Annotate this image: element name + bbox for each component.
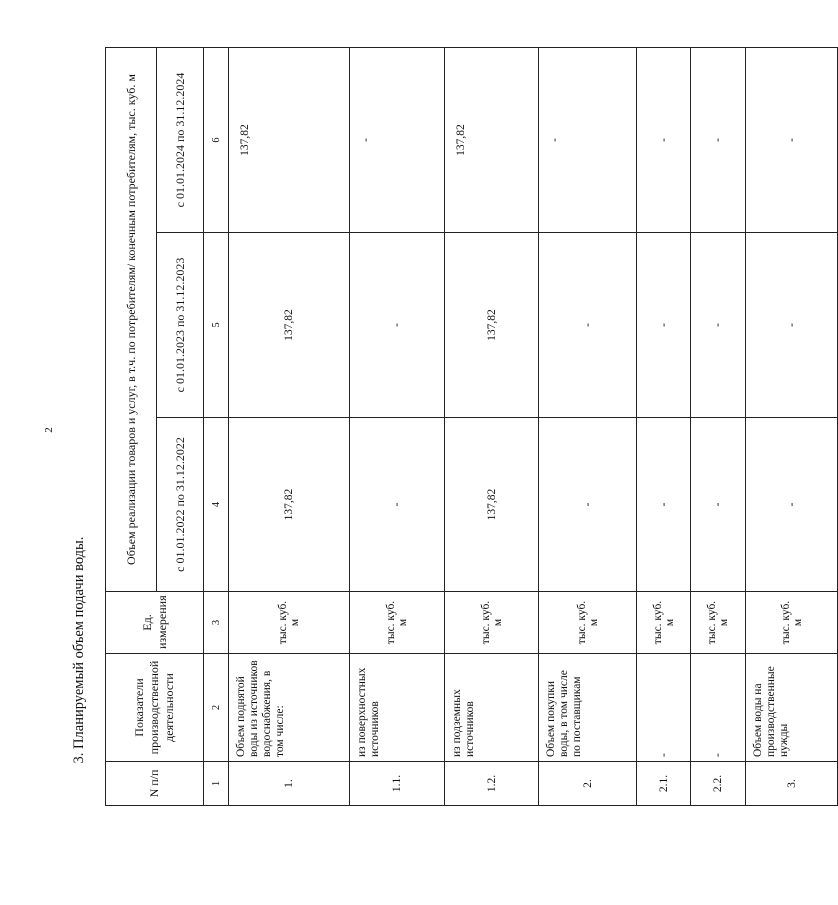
row-value-2024: - bbox=[350, 48, 445, 233]
row-value-2022: - bbox=[746, 418, 838, 592]
row-value-2024: - bbox=[539, 48, 636, 233]
page-number: 2 bbox=[42, 427, 55, 433]
table-row bbox=[229, 48, 350, 806]
row-value-2024: - bbox=[636, 48, 691, 233]
row-value-2022: 137,82 bbox=[444, 418, 539, 592]
row-num: 1.1. bbox=[350, 762, 445, 806]
header-row-1 bbox=[106, 48, 157, 806]
row-num: 2.1. bbox=[636, 762, 691, 806]
column-number: 6 bbox=[204, 48, 229, 233]
row-label: Объем поднятой воды из источников водоснабжения, в том числе: bbox=[229, 654, 350, 762]
column-number: 1 bbox=[204, 762, 229, 806]
table-row bbox=[444, 48, 539, 806]
row-value-2023: - bbox=[539, 233, 636, 418]
row-label: - bbox=[636, 654, 691, 762]
column-number: 2 bbox=[204, 654, 229, 762]
column-number: 3 bbox=[204, 592, 229, 654]
header-num: N п/п bbox=[106, 762, 204, 806]
row-value-2023: - bbox=[746, 233, 838, 418]
table-row bbox=[350, 48, 445, 806]
row-label: Объем воды на производственные нужды bbox=[746, 654, 838, 762]
row-value-2024: - bbox=[746, 48, 838, 233]
row-unit: тыс. куб. м bbox=[350, 592, 445, 654]
row-unit: тыс. куб. м bbox=[636, 592, 691, 654]
row-num: 1. bbox=[229, 762, 350, 806]
row-unit: тыс. куб. м bbox=[691, 592, 746, 654]
header-period-2024: с 01.01.2024 по 31.12.2024 bbox=[157, 48, 204, 233]
header-volume-group: Объем реализации товаров и услуг, в т.ч. по потребителям/ конечным потребителям, тыс. куб. м bbox=[106, 48, 157, 592]
row-num: 3. bbox=[746, 762, 838, 806]
row-value-2023: - bbox=[691, 233, 746, 418]
section-title: 3. Планируемый объем подачи воды. bbox=[71, 536, 87, 764]
row-label: из поверхностных источников bbox=[350, 654, 445, 762]
row-value-2022: - bbox=[691, 418, 746, 592]
row-label: - bbox=[691, 654, 746, 762]
column-number: 4 bbox=[204, 418, 229, 592]
column-number: 5 bbox=[204, 233, 229, 418]
row-value-2022: - bbox=[636, 418, 691, 592]
row-value-2022: - bbox=[350, 418, 445, 592]
header-unit: Ед. измерения bbox=[106, 592, 204, 654]
row-value-2022: 137,82 bbox=[229, 418, 350, 592]
row-unit: тыс. куб. м bbox=[444, 592, 539, 654]
row-value-2024: - bbox=[691, 48, 746, 233]
row-value-2023: 137,82 bbox=[229, 233, 350, 418]
row-num: 1.2. bbox=[444, 762, 539, 806]
column-number-row bbox=[204, 48, 229, 806]
table-row bbox=[746, 48, 838, 806]
row-value-2023: 137,82 bbox=[444, 233, 539, 418]
row-num: 2.2. bbox=[691, 762, 746, 806]
table-row bbox=[539, 48, 636, 806]
header-period-2023: с 01.01.2023 по 31.12.2023 bbox=[157, 233, 204, 418]
row-unit: тыс. куб. м bbox=[229, 592, 350, 654]
header-period-2022: с 01.01.2022 по 31.12.2022 bbox=[157, 418, 204, 592]
table-row bbox=[691, 48, 746, 806]
row-value-2024: 137,82 bbox=[444, 48, 539, 233]
row-num: 2. bbox=[539, 762, 636, 806]
row-label: из подземных источников bbox=[444, 654, 539, 762]
row-value-2022: - bbox=[539, 418, 636, 592]
row-value-2023: - bbox=[350, 233, 445, 418]
row-label: Объем покупки воды, в том числе по поставщикам bbox=[539, 654, 636, 762]
table-container bbox=[105, 48, 838, 806]
planned-water-supply-table bbox=[105, 47, 838, 806]
header-indicator: Показатели производственной деятельности bbox=[106, 654, 204, 762]
row-value-2024: 137,82 bbox=[229, 48, 350, 233]
row-value-2023: - bbox=[636, 233, 691, 418]
row-unit: тыс. куб. м bbox=[746, 592, 838, 654]
table-row bbox=[636, 48, 691, 806]
row-unit: тыс. куб. м bbox=[539, 592, 636, 654]
